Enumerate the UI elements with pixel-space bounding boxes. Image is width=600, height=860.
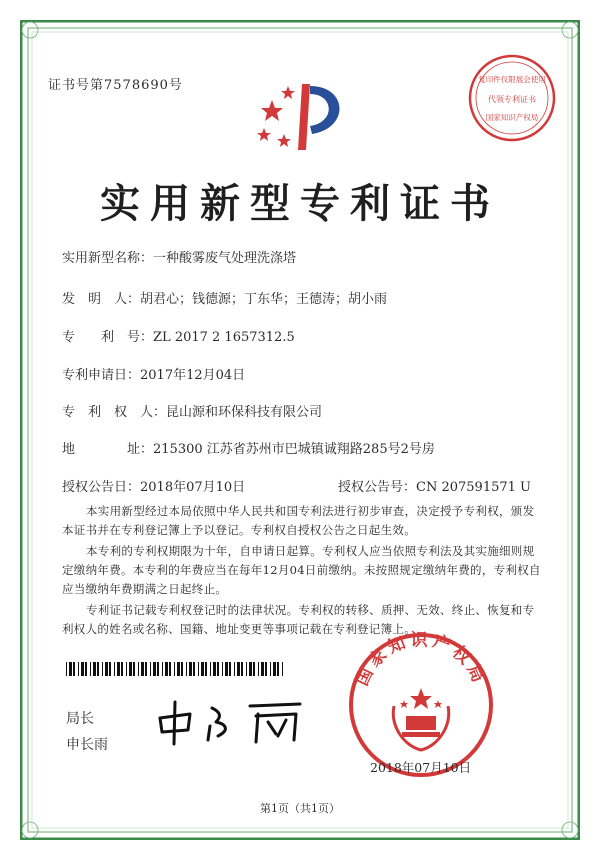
barcode-bar bbox=[181, 662, 183, 676]
barcode-bar bbox=[93, 662, 96, 676]
barcode-bar bbox=[277, 662, 279, 676]
barcode-bar bbox=[234, 662, 235, 676]
barcode-bar bbox=[165, 662, 168, 676]
field-value: CN 207591571 U bbox=[416, 480, 531, 495]
barcode-bar bbox=[213, 662, 216, 676]
barcode-bar bbox=[198, 662, 199, 676]
barcode-bar bbox=[133, 662, 135, 676]
field-label: 实用新型名称： bbox=[62, 251, 154, 266]
certificate-title: 实用新型专利证书 bbox=[100, 180, 500, 227]
address-row bbox=[62, 438, 435, 457]
barcode-bar bbox=[109, 662, 111, 676]
barcode-bar bbox=[282, 662, 283, 676]
barcode-bar bbox=[90, 662, 91, 676]
svg-text:国家知识产权局: 国家知识产权局 bbox=[352, 630, 490, 690]
field-label: 授权公告日： bbox=[62, 480, 141, 495]
barcode-bar bbox=[73, 662, 75, 676]
barcode-bar bbox=[189, 662, 192, 676]
patentee-row bbox=[62, 401, 322, 420]
certificate-number: 证书号第7578690号 bbox=[48, 78, 183, 93]
barcode-bar bbox=[114, 662, 115, 676]
barcode-bar bbox=[138, 662, 139, 676]
barcode-bar bbox=[265, 662, 267, 676]
barcode-bar bbox=[169, 662, 171, 676]
barcode-bar bbox=[153, 662, 156, 676]
barcode-bar bbox=[141, 662, 144, 676]
barcode-bar bbox=[261, 662, 264, 676]
barcode-bar bbox=[121, 662, 123, 676]
legal-status-paragraph: 专利证书记载专利权登记时的法律状况。专利权的转移、质押、无效、终止、恢复和专利权人的姓名或名称、国籍、地址变更等事项记载在专利登记簿上。 bbox=[62, 603, 535, 636]
page-number: 第1页（共1页） bbox=[260, 802, 340, 815]
field-value: 2017年12月04日 bbox=[140, 368, 246, 383]
signatory-title: 局长 bbox=[66, 711, 94, 727]
barcode-bar bbox=[78, 662, 79, 676]
barcode-bar bbox=[186, 662, 187, 676]
term-paragraph: 本专利的专利权期限为十年，自申请日起算。专利权人应当依照专利法及其实施细则规定缴纳年费。本专利的年费应当在每年12月04日前缴纳。未按照规定缴纳年费的，专利权自应当缴纳年费期满之日起终止。 bbox=[62, 544, 541, 596]
barcode-bar bbox=[177, 662, 180, 676]
field-value: 215300 江苏省苏州市巴城镇诚翔路285号2号房 bbox=[153, 442, 435, 457]
field-label: 专 利 号： bbox=[62, 330, 154, 345]
field-value: 昆山源和环保科技有限公司 bbox=[166, 405, 323, 420]
barcode-bar bbox=[97, 662, 99, 676]
seal-date: 2018年07月10日 bbox=[370, 760, 472, 775]
barcode-bar bbox=[105, 662, 108, 676]
field-label: 专利申请日： bbox=[62, 368, 141, 383]
utility-model-name-row bbox=[62, 247, 296, 266]
barcode-bar bbox=[129, 662, 132, 676]
field-value: 一种酸雾废气处理洗涤塔 bbox=[153, 251, 297, 266]
barcode-bar bbox=[258, 662, 259, 676]
svg-text:国家知识产权局: 国家知识产权局 bbox=[485, 113, 539, 122]
barcode-bar bbox=[66, 662, 67, 676]
barcode-bar bbox=[249, 662, 252, 676]
grant-number-row bbox=[338, 476, 531, 495]
patent-number-row bbox=[62, 326, 295, 345]
signatory-name: 申长雨 bbox=[66, 737, 108, 753]
field-label: 地 址： bbox=[62, 442, 154, 457]
barcode-bar bbox=[145, 662, 147, 676]
field-label: 发 明 人： bbox=[62, 292, 141, 307]
barcode-bar bbox=[126, 662, 127, 676]
barcode bbox=[66, 662, 286, 676]
field-label: 授权公告号： bbox=[338, 480, 417, 495]
svg-text:复印件仅限展会使用: 复印件仅限展会使用 bbox=[478, 75, 546, 84]
field-value: 2018年07月10日 bbox=[140, 480, 246, 495]
barcode-bar bbox=[222, 662, 223, 676]
barcode-bar bbox=[241, 662, 243, 676]
grant-statement-paragraph: 本实用新型经过本局依照中华人民共和国专利法进行初步审查，决定授予专利权，颁发本证书并在专利登记簿上予以登记。专利权自授权公告之日起生效。 bbox=[62, 504, 535, 537]
field-value: 胡君心；钱德源；丁东华；王德涛；胡小雨 bbox=[140, 292, 388, 307]
barcode-bar bbox=[270, 662, 271, 676]
barcode-bar bbox=[225, 662, 228, 676]
barcode-bar bbox=[210, 662, 211, 676]
barcode-bar bbox=[205, 662, 207, 676]
barcode-bar bbox=[237, 662, 240, 676]
barcode-bar bbox=[117, 662, 120, 676]
handwritten-signature bbox=[150, 696, 320, 746]
barcode-bar bbox=[85, 662, 87, 676]
patent-office-logo bbox=[250, 78, 360, 158]
barcode-bar bbox=[157, 662, 159, 676]
barcode-bar bbox=[102, 662, 103, 676]
grant-date-row bbox=[62, 476, 245, 495]
field-value: ZL 2017 2 1657312.5 bbox=[153, 330, 295, 345]
barcode-bar bbox=[81, 662, 84, 676]
barcode-bar bbox=[217, 662, 219, 676]
barcode-bar bbox=[193, 662, 195, 676]
filing-date-row bbox=[62, 364, 245, 383]
barcode-bar bbox=[201, 662, 204, 676]
field-label: 专 利 权 人： bbox=[62, 405, 167, 420]
authorized-copy-seal bbox=[466, 52, 558, 144]
barcode-bar bbox=[229, 662, 231, 676]
barcode-bar bbox=[246, 662, 247, 676]
barcode-bar bbox=[69, 662, 72, 676]
barcode-bar bbox=[253, 662, 255, 676]
inventor-row bbox=[62, 288, 387, 307]
barcode-bar bbox=[150, 662, 151, 676]
barcode-bar bbox=[162, 662, 163, 676]
barcode-bar bbox=[273, 662, 276, 676]
barcode-bar bbox=[174, 662, 175, 676]
svg-text:代领专利证书: 代领专利证书 bbox=[488, 95, 536, 104]
